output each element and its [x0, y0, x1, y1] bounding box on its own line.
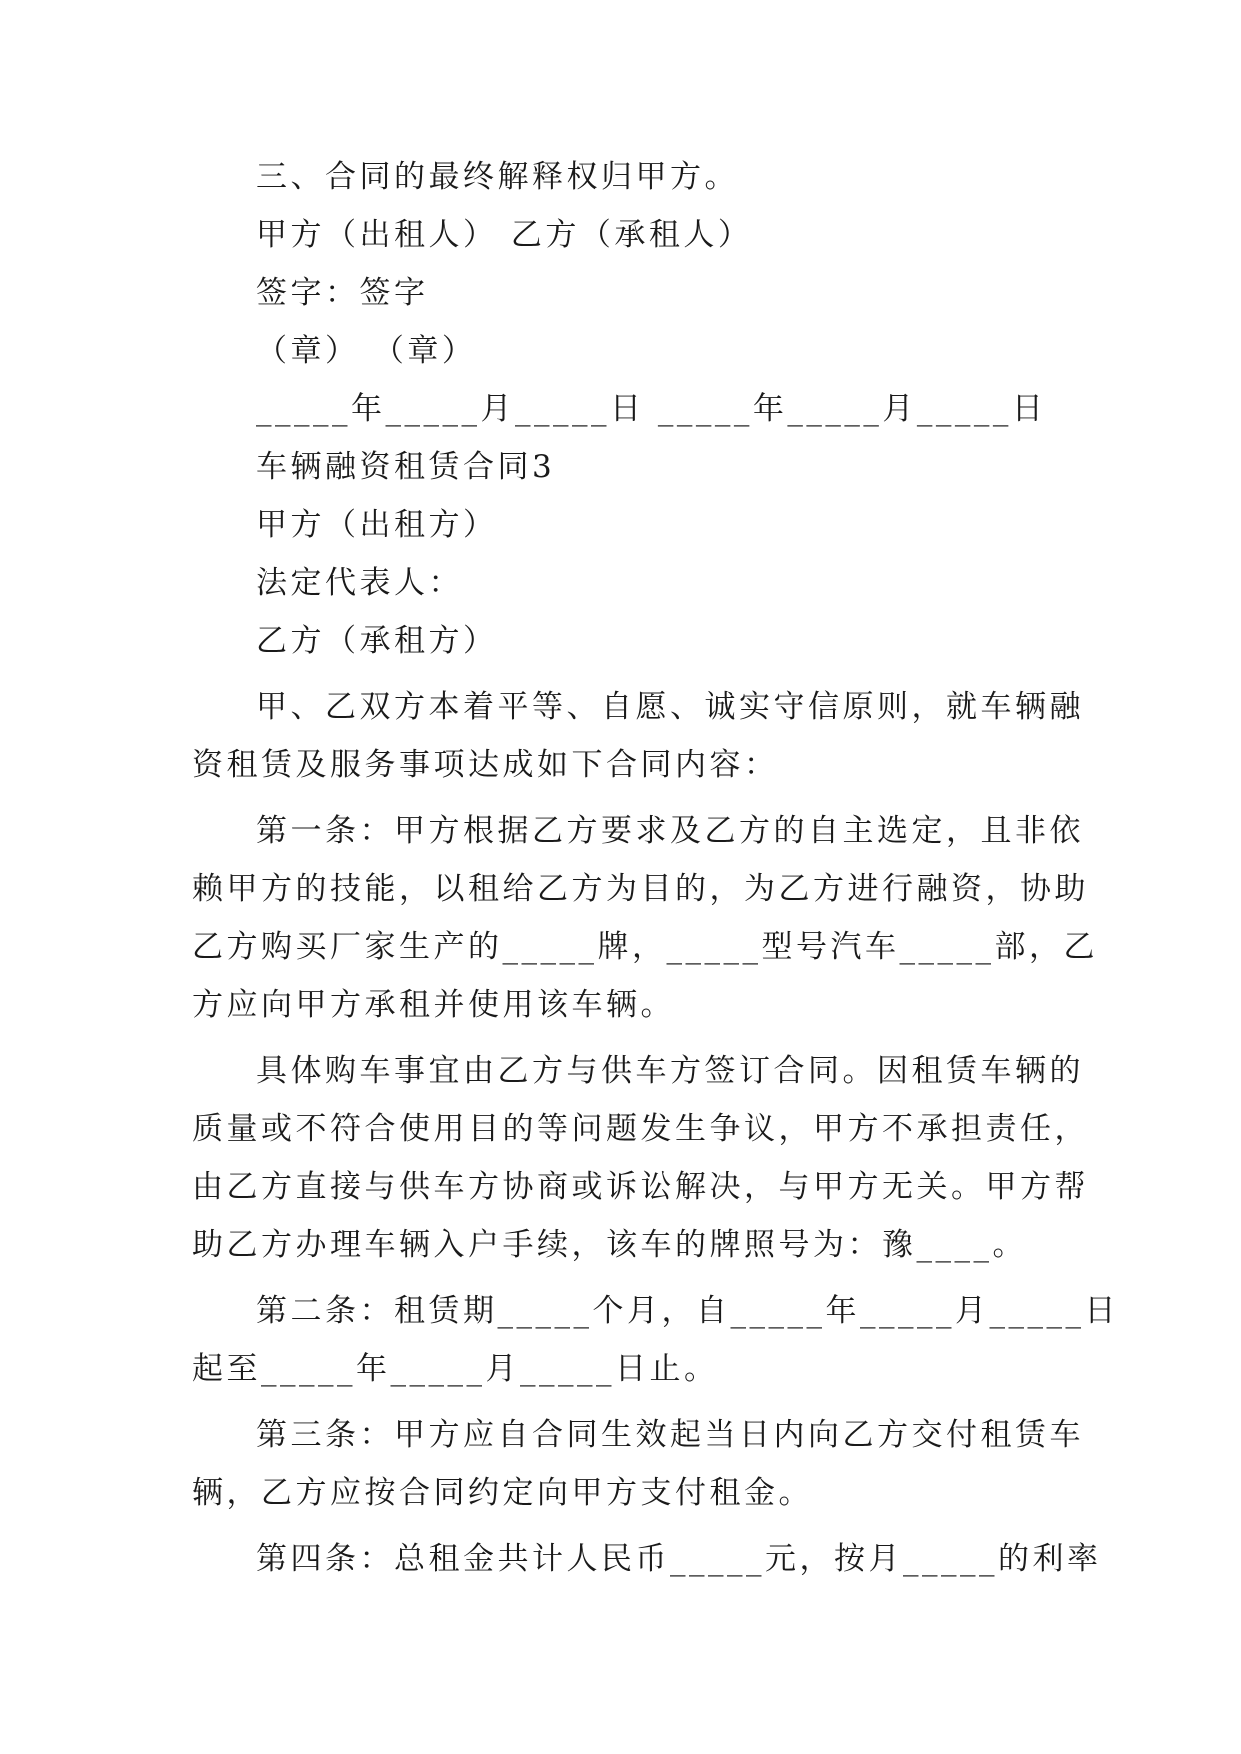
paragraph-line: 第三条：甲方应自合同生效起当日内向乙方交付租赁车: [256, 1417, 1084, 1453]
paragraph-line: 由乙方直接与供车方协商或诉讼解决，与甲方无关。甲方帮: [192, 1169, 1089, 1205]
clause-final-interpretation: 三、合同的最终解释权归甲方。: [256, 159, 739, 195]
paragraph-article-1: [192, 802, 1098, 1034]
document-body: [192, 148, 1119, 1588]
paragraph-line: 具体购车事宜由乙方与供车方签订合同。因租赁车辆的: [256, 1053, 1084, 1089]
paragraph-article-2: [192, 1282, 1119, 1398]
paragraph-line: 资租赁及服务事项达成如下合同内容：: [192, 747, 779, 783]
signature-line: 签字：签字: [256, 275, 429, 311]
paragraph-line: 第二条：租赁期_____个月，自_____年_____月_____日: [256, 1293, 1119, 1329]
party-b-label: 乙方（承租方）: [256, 623, 498, 659]
paragraph-line: 质量或不符合使用目的等问题发生争议，甲方不承担责任，: [192, 1111, 1089, 1147]
seal-line: （章） （章）: [256, 333, 477, 369]
paragraph-line: 方应向甲方承租并使用该车辆。: [192, 987, 675, 1023]
paragraph-line: 第四条：总租金共计人民币_____元，按月_____的利率: [256, 1541, 1102, 1577]
legal-representative-label: 法定代表人：: [256, 565, 463, 601]
contract-title: 车辆融资租赁合同3: [256, 449, 556, 485]
paragraph-purchase-details: [192, 1042, 1089, 1274]
paragraph-line: 赖甲方的技能，以租给乙方为目的，为乙方进行融资，协助: [192, 871, 1089, 907]
paragraph-preamble: [192, 678, 1084, 794]
paragraph-line: 起至_____年_____月_____日止。: [192, 1351, 719, 1387]
paragraph-line: 乙方购买厂家生产的_____牌，_____型号汽车_____部，乙: [192, 929, 1098, 965]
party-a-label: 甲方（出租方）: [256, 507, 498, 543]
paragraph-article-3: [192, 1406, 1084, 1522]
date-line: _____年_____月_____日 _____年_____月_____日: [256, 391, 1047, 427]
paragraph-line: 辆，乙方应按合同约定向甲方支付租金。: [192, 1475, 813, 1511]
paragraph-line: 甲、乙双方本着平等、自愿、诚实守信原则，就车辆融: [256, 689, 1084, 725]
paragraph-line: 助乙方办理车辆入户手续，该车的牌照号为：豫____。: [192, 1227, 1027, 1263]
paragraph-line: 第一条：甲方根据乙方要求及乙方的自主选定，且非依: [256, 813, 1084, 849]
party-header: 甲方（出租人） 乙方（承租人）: [256, 217, 753, 253]
paragraph-article-4: [192, 1530, 1102, 1588]
